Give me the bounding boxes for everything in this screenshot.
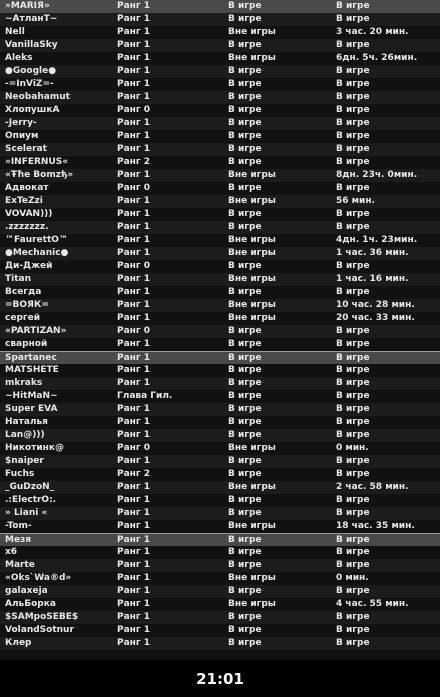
member-row[interactable] xyxy=(0,273,440,286)
member-rank: Ранг 1 xyxy=(117,339,150,349)
member-name: $SAMpoSEBE$ xyxy=(5,612,79,622)
member-status: В игре xyxy=(228,560,262,570)
member-last-seen: В игре xyxy=(336,560,370,570)
member-status: В игре xyxy=(228,157,262,167)
member-last-seen: В игре xyxy=(336,353,370,363)
member-name: ХлопушкА xyxy=(5,105,60,115)
member-last-seen: В игре xyxy=(336,209,370,219)
member-last-seen: 1 час. 36 мин. xyxy=(336,248,409,258)
member-last-seen: В игре xyxy=(336,535,370,545)
member-last-seen: В игре xyxy=(336,365,370,375)
member-last-seen: В игре xyxy=(336,625,370,635)
member-name: ™FaurettO™ xyxy=(5,235,68,245)
member-name: .zzzzzzz. xyxy=(5,222,49,232)
member-row[interactable] xyxy=(0,637,440,650)
member-last-seen: 0 мин. xyxy=(336,573,369,583)
member-status: В игре xyxy=(228,625,262,635)
member-last-seen: В игре xyxy=(336,495,370,505)
member-rank: Ранг 1 xyxy=(117,547,150,557)
member-status: В игре xyxy=(228,378,262,388)
member-status: Вне игры xyxy=(228,482,276,492)
member-rank: Ранг 1 xyxy=(117,612,150,622)
member-rank: Ранг 1 xyxy=(117,535,150,545)
member-status: Вне игры xyxy=(228,248,276,258)
member-last-seen: В игре xyxy=(336,430,370,440)
member-last-seen: В игре xyxy=(336,339,370,349)
member-row[interactable] xyxy=(0,611,440,624)
member-status: В игре xyxy=(228,79,262,89)
member-row[interactable] xyxy=(0,598,440,611)
member-name: mkraks xyxy=(5,378,43,388)
member-rank: Глава Гил. xyxy=(117,391,173,401)
member-name: ExTeZzi xyxy=(5,196,43,206)
member-name: Наталья xyxy=(5,417,48,427)
member-row[interactable] xyxy=(0,52,440,65)
member-last-seen: В игре xyxy=(336,287,370,297)
member-last-seen: В игре xyxy=(336,456,370,466)
member-last-seen: В игре xyxy=(336,40,370,50)
member-rank: Ранг 1 xyxy=(117,638,150,648)
member-last-seen: В игре xyxy=(336,157,370,167)
member-name: -Tom- xyxy=(5,521,32,531)
member-last-seen: В игре xyxy=(336,378,370,388)
member-name: -=InViZ=- xyxy=(5,79,54,89)
member-name: Lan@))) xyxy=(5,430,45,440)
member-status: В игре xyxy=(228,339,262,349)
member-last-seen: В игре xyxy=(336,131,370,141)
member-name: «Ŧħe Bomzђ» xyxy=(5,170,74,180)
member-last-seen: В игре xyxy=(336,1,370,11)
member-row[interactable] xyxy=(0,429,440,442)
member-row[interactable] xyxy=(0,442,440,455)
member-row[interactable] xyxy=(0,520,440,533)
member-row[interactable] xyxy=(0,455,440,468)
member-status: В игре xyxy=(228,404,262,414)
member-last-seen: В игре xyxy=(336,326,370,336)
member-last-seen: В игре xyxy=(336,638,370,648)
member-last-seen: 4дн. 1ч. 23мин. xyxy=(336,235,418,245)
member-status: Вне игры xyxy=(228,599,276,609)
member-last-seen: 2 час. 58 мин. xyxy=(336,482,409,492)
member-row[interactable] xyxy=(0,260,440,273)
member-row[interactable] xyxy=(0,221,440,234)
member-rank: Ранг 1 xyxy=(117,66,150,76)
member-rank: Ранг 1 xyxy=(117,170,150,180)
member-name: Marte xyxy=(5,560,35,570)
member-last-seen: В игре xyxy=(336,183,370,193)
member-rank: Ранг 0 xyxy=(117,443,150,453)
member-name: galaxeja xyxy=(5,586,48,596)
member-last-seen: 8дн. 23ч. 0мин. xyxy=(336,170,418,180)
member-status: В игре xyxy=(228,326,262,336)
member-row[interactable] xyxy=(0,208,440,221)
member-row-selected[interactable] xyxy=(0,0,440,13)
member-row[interactable] xyxy=(0,312,440,325)
member-rank: Ранг 2 xyxy=(117,469,150,479)
member-name: ~HitMaN~ xyxy=(5,391,58,401)
member-name: .:ElectrO:. xyxy=(5,495,57,505)
member-rank: Ранг 0 xyxy=(117,105,150,115)
member-last-seen: В игре xyxy=(336,118,370,128)
status-bar xyxy=(0,660,440,697)
member-name: Всегда xyxy=(5,287,42,297)
member-status: В игре xyxy=(228,508,262,518)
member-last-seen: 18 час. 35 мин. xyxy=(336,521,415,531)
member-row[interactable] xyxy=(0,143,440,156)
member-rank: Ранг 1 xyxy=(117,560,150,570)
member-rank: Ранг 1 xyxy=(117,235,150,245)
member-status: В игре xyxy=(228,365,262,375)
member-rank: Ранг 1 xyxy=(117,353,150,363)
member-rank: Ранг 1 xyxy=(117,40,150,50)
member-name: Опиум xyxy=(5,131,39,141)
member-row[interactable] xyxy=(0,416,440,429)
member-status: В игре xyxy=(228,535,262,545)
member-name: Scelerat xyxy=(5,144,47,154)
member-status: В игре xyxy=(228,209,262,219)
member-status: В игре xyxy=(228,1,262,11)
member-row[interactable] xyxy=(0,13,440,26)
member-row[interactable] xyxy=(0,559,440,572)
member-row[interactable] xyxy=(0,26,440,39)
member-status: Вне игры xyxy=(228,573,276,583)
member-row[interactable] xyxy=(0,585,440,598)
member-row[interactable] xyxy=(0,169,440,182)
member-name: сварной xyxy=(5,339,48,349)
member-name: сергей xyxy=(5,313,40,323)
member-last-seen: В игре xyxy=(336,92,370,102)
member-row[interactable] xyxy=(0,468,440,481)
member-status: В игре xyxy=(228,469,262,479)
member-row[interactable] xyxy=(0,546,440,559)
member-status: В игре xyxy=(228,66,262,76)
member-status: В игре xyxy=(228,612,262,622)
member-row[interactable] xyxy=(0,364,440,377)
member-last-seen: В игре xyxy=(336,66,370,76)
member-status: Вне игры xyxy=(228,443,276,453)
member-name: Spartanec xyxy=(5,353,57,363)
member-name: ~АтланТ~ xyxy=(5,14,58,24)
member-name: Titan xyxy=(5,274,32,284)
member-row[interactable] xyxy=(0,403,440,416)
member-status: В игре xyxy=(228,183,262,193)
member-name: Fuchs xyxy=(5,469,35,479)
member-status: В игре xyxy=(228,118,262,128)
member-status: Вне игры xyxy=(228,27,276,37)
member-rank: Ранг 1 xyxy=(117,456,150,466)
member-row[interactable] xyxy=(0,286,440,299)
member-status: В игре xyxy=(228,92,262,102)
member-row-selected[interactable] xyxy=(0,533,440,546)
member-name: »INFERNUS« xyxy=(5,157,69,167)
member-name: =ВОЯК= xyxy=(5,300,49,310)
member-status: Вне игры xyxy=(228,274,276,284)
member-last-seen: В игре xyxy=(336,612,370,622)
member-last-seen: В игре xyxy=(336,222,370,232)
member-last-seen: 20 час. 33 мин. xyxy=(336,313,415,323)
member-rank: Ранг 1 xyxy=(117,209,150,219)
member-rank: Ранг 1 xyxy=(117,248,150,258)
member-name: АльБорка xyxy=(5,599,56,609)
member-name: »MARIЯ» xyxy=(5,1,50,11)
member-rank: Ранг 1 xyxy=(117,92,150,102)
member-last-seen: 3 час. 20 мин. xyxy=(336,27,409,37)
member-rank: Ранг 1 xyxy=(117,79,150,89)
member-rank: Ранг 1 xyxy=(117,300,150,310)
member-name: VanillaSky xyxy=(5,40,58,50)
member-row[interactable] xyxy=(0,91,440,104)
member-status: Вне игры xyxy=(228,300,276,310)
member-row-selected[interactable] xyxy=(0,351,440,364)
member-name: -Jerry- xyxy=(5,118,37,128)
member-last-seen: В игре xyxy=(336,261,370,271)
member-row[interactable] xyxy=(0,390,440,403)
member-row[interactable] xyxy=(0,624,440,637)
member-name: Nell xyxy=(5,27,25,37)
member-status: В игре xyxy=(228,144,262,154)
member-status: В игре xyxy=(228,430,262,440)
member-name: Мезя xyxy=(5,535,32,545)
member-rank: Ранг 1 xyxy=(117,144,150,154)
member-status: В игре xyxy=(228,287,262,297)
member-name: «Oks`Wa®d» xyxy=(5,573,72,583)
member-rank: Ранг 1 xyxy=(117,131,150,141)
member-status: В игре xyxy=(228,14,262,24)
member-row[interactable] xyxy=(0,481,440,494)
member-last-seen: 6дн. 5ч. 26мин. xyxy=(336,53,418,63)
member-row[interactable] xyxy=(0,338,440,351)
member-name: VOVAN))) xyxy=(5,209,53,219)
member-rank: Ранг 1 xyxy=(117,586,150,596)
member-name: Aleks xyxy=(5,53,33,63)
member-status: Вне игры xyxy=(228,235,276,245)
member-rank: Ранг 1 xyxy=(117,222,150,232)
member-name: х6 xyxy=(5,547,18,557)
member-status: В игре xyxy=(228,222,262,232)
member-last-seen: 0 мин. xyxy=(336,443,369,453)
member-row[interactable] xyxy=(0,104,440,117)
member-rank: Ранг 1 xyxy=(117,27,150,37)
member-last-seen: 1 час. 16 мин. xyxy=(336,274,409,284)
member-last-seen: В игре xyxy=(336,586,370,596)
member-rank: Ранг 1 xyxy=(117,365,150,375)
member-row[interactable] xyxy=(0,299,440,312)
member-status: В игре xyxy=(228,131,262,141)
member-name: Никотинк@ xyxy=(5,443,64,453)
member-status: Вне игры xyxy=(228,521,276,531)
member-status: Вне игры xyxy=(228,313,276,323)
member-last-seen: В игре xyxy=(336,105,370,115)
member-last-seen: В игре xyxy=(336,417,370,427)
member-row[interactable] xyxy=(0,117,440,130)
member-name: Адвокат xyxy=(5,183,49,193)
member-status: В игре xyxy=(228,638,262,648)
member-status: В игре xyxy=(228,417,262,427)
member-rank: Ранг 1 xyxy=(117,430,150,440)
member-rank: Ранг 1 xyxy=(117,287,150,297)
member-name: Super EVA xyxy=(5,404,58,414)
member-status: В игре xyxy=(228,495,262,505)
member-rank: Ранг 1 xyxy=(117,196,150,206)
member-name: Ди-Джей xyxy=(5,261,53,271)
member-name: _GuDzoN_ xyxy=(5,482,55,492)
member-row[interactable] xyxy=(0,156,440,169)
member-rank: Ранг 1 xyxy=(117,1,150,11)
member-rank: Ранг 0 xyxy=(117,326,150,336)
member-rank: Ранг 1 xyxy=(117,118,150,128)
member-rank: Ранг 1 xyxy=(117,482,150,492)
member-last-seen: В игре xyxy=(336,14,370,24)
member-name: Клер xyxy=(5,638,32,648)
member-status: Вне игры xyxy=(228,170,276,180)
member-last-seen: В игре xyxy=(336,547,370,557)
member-row[interactable] xyxy=(0,39,440,52)
member-rank: Ранг 1 xyxy=(117,53,150,63)
member-rank: Ранг 1 xyxy=(117,378,150,388)
member-rank: Ранг 1 xyxy=(117,625,150,635)
member-last-seen: В игре xyxy=(336,79,370,89)
member-row[interactable] xyxy=(0,195,440,208)
member-last-seen: В игре xyxy=(336,391,370,401)
member-rank: Ранг 1 xyxy=(117,14,150,24)
member-row[interactable] xyxy=(0,494,440,507)
member-row[interactable] xyxy=(0,65,440,78)
member-row[interactable] xyxy=(0,234,440,247)
member-name: $naiper xyxy=(5,456,44,466)
member-name: Neobahamut xyxy=(5,92,70,102)
member-rank: Ранг 1 xyxy=(117,313,150,323)
member-rank: Ранг 1 xyxy=(117,573,150,583)
member-name: ●Mechanic● xyxy=(5,248,69,258)
member-status: В игре xyxy=(228,105,262,115)
member-status: В игре xyxy=(228,391,262,401)
member-rank: Ранг 2 xyxy=(117,157,150,167)
member-name: «PARTIZAN» xyxy=(5,326,67,336)
member-last-seen: В игре xyxy=(336,469,370,479)
clock: 21:01 xyxy=(196,669,244,688)
member-name: ●Google● xyxy=(5,66,57,76)
member-row[interactable] xyxy=(0,130,440,143)
member-last-seen: В игре xyxy=(336,508,370,518)
member-status: В игре xyxy=(228,261,262,271)
member-status: Вне игры xyxy=(228,196,276,206)
member-last-seen: 10 час. 28 мин. xyxy=(336,300,415,310)
member-last-seen: 4 час. 55 мин. xyxy=(336,599,409,609)
member-rank: Ранг 1 xyxy=(117,404,150,414)
member-rank: Ранг 1 xyxy=(117,508,150,518)
member-rank: Ранг 1 xyxy=(117,521,150,531)
member-row[interactable] xyxy=(0,78,440,91)
member-row[interactable] xyxy=(0,377,440,390)
member-rank: Ранг 1 xyxy=(117,599,150,609)
member-row[interactable] xyxy=(0,325,440,338)
member-rank: Ранг 1 xyxy=(117,495,150,505)
member-name: MATSHETE xyxy=(5,365,59,375)
member-status: В игре xyxy=(228,456,262,466)
member-name: » Liani « xyxy=(5,508,48,518)
member-name: VolandSotnur xyxy=(5,625,74,635)
member-last-seen: В игре xyxy=(336,404,370,414)
member-rank: Ранг 1 xyxy=(117,417,150,427)
member-last-seen: 56 мин. xyxy=(336,196,375,206)
member-row[interactable] xyxy=(0,247,440,260)
member-rank: Ранг 1 xyxy=(117,274,150,284)
member-status: В игре xyxy=(228,586,262,596)
member-status: Вне игры xyxy=(228,53,276,63)
member-row[interactable] xyxy=(0,182,440,195)
member-rank: Ранг 0 xyxy=(117,183,150,193)
member-last-seen: В игре xyxy=(336,144,370,154)
member-status: В игре xyxy=(228,40,262,50)
member-row[interactable] xyxy=(0,572,440,585)
member-status: В игре xyxy=(228,547,262,557)
member-row[interactable] xyxy=(0,507,440,520)
member-rank: Ранг 0 xyxy=(117,261,150,271)
member-status: В игре xyxy=(228,353,262,363)
